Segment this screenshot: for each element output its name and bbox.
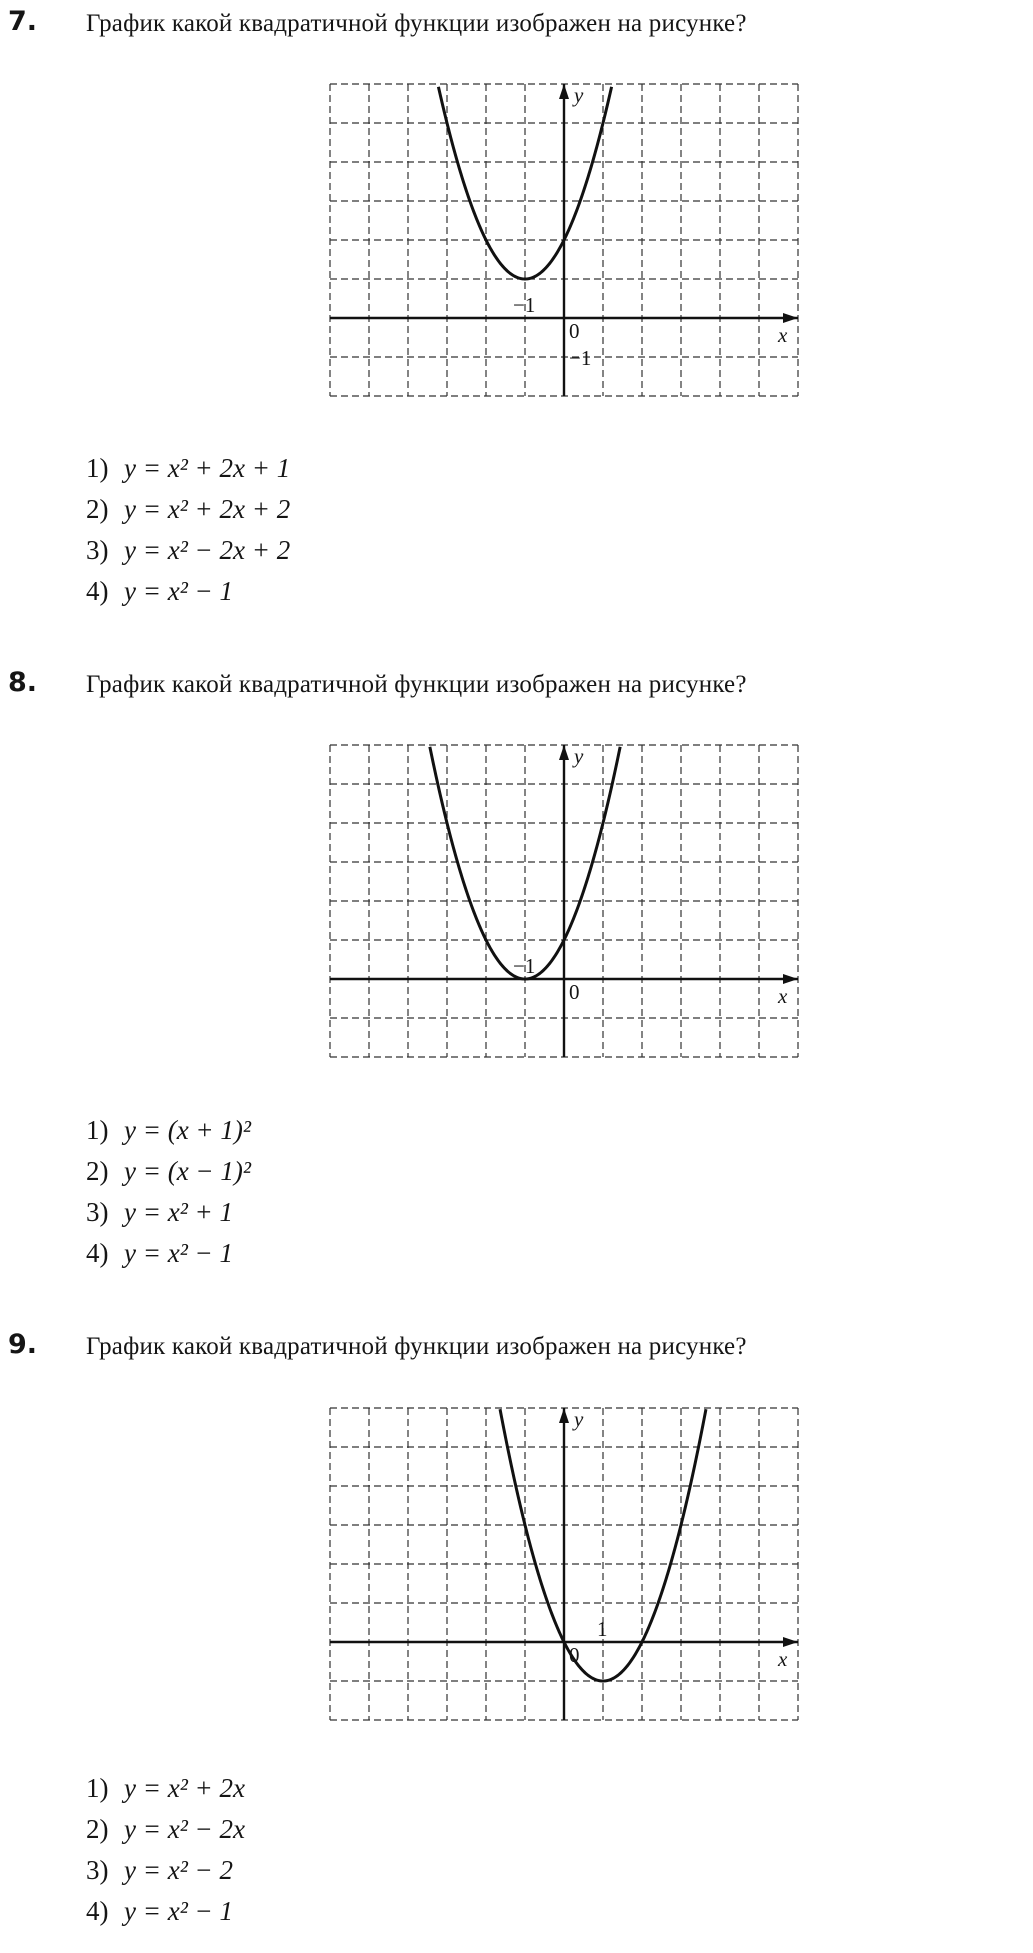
tick-label: 0 bbox=[569, 319, 580, 343]
y-axis-label: y bbox=[574, 1407, 584, 1431]
option-number: 2) bbox=[86, 1156, 109, 1186]
function-graph bbox=[330, 745, 798, 1057]
option-number: 4) bbox=[86, 1896, 109, 1926]
option-number: 1) bbox=[86, 1773, 109, 1803]
option-formula: y = x² + 2x + 2 bbox=[124, 494, 291, 524]
answer-option[interactable] bbox=[86, 1192, 251, 1233]
option-number: 3) bbox=[86, 1855, 109, 1885]
tick-label: 0 bbox=[569, 980, 580, 1004]
answer-option[interactable] bbox=[86, 1110, 251, 1151]
question-text: График какой квадратичной функции изображен на рисунке? bbox=[86, 10, 747, 37]
option-formula: y = x² − 2 bbox=[124, 1855, 234, 1885]
graph-canvas bbox=[330, 1408, 798, 1720]
x-axis-arrow-icon bbox=[783, 974, 798, 984]
option-formula: y = x² + 1 bbox=[124, 1197, 234, 1227]
answer-option[interactable] bbox=[86, 1891, 245, 1932]
tick-label: −1 bbox=[569, 346, 592, 370]
answer-option[interactable] bbox=[86, 489, 290, 530]
question-number: 9. bbox=[8, 1329, 38, 1360]
function-graph bbox=[330, 84, 798, 396]
function-graph bbox=[330, 1408, 798, 1720]
x-axis-label: x bbox=[778, 1647, 788, 1671]
y-axis-arrow-icon bbox=[559, 1408, 569, 1423]
tick-label: −1 bbox=[513, 954, 536, 978]
option-number: 4) bbox=[86, 576, 109, 606]
option-number: 1) bbox=[86, 1115, 109, 1145]
answer-option[interactable] bbox=[86, 1850, 245, 1891]
y-axis-label: y bbox=[574, 83, 584, 107]
answer-option[interactable] bbox=[86, 1809, 245, 1850]
question-number: 8. bbox=[8, 667, 38, 698]
tick-label: 0 bbox=[569, 1643, 580, 1667]
answer-options bbox=[86, 448, 290, 612]
answer-option[interactable] bbox=[86, 1151, 251, 1192]
question-number: 7. bbox=[8, 6, 38, 37]
option-formula: y = (x + 1)² bbox=[124, 1115, 251, 1145]
option-number: 3) bbox=[86, 1197, 109, 1227]
answer-options bbox=[86, 1110, 251, 1274]
answer-option[interactable] bbox=[86, 1233, 251, 1274]
option-number: 2) bbox=[86, 494, 109, 524]
x-axis-label: x bbox=[778, 984, 788, 1008]
graph-canvas bbox=[330, 84, 798, 396]
tick-label: 1 bbox=[597, 1617, 608, 1641]
x-axis-arrow-icon bbox=[783, 313, 798, 323]
option-formula: y = x² − 1 bbox=[124, 1238, 234, 1268]
tick-label: −1 bbox=[513, 293, 536, 317]
option-number: 1) bbox=[86, 453, 109, 483]
option-number: 4) bbox=[86, 1238, 109, 1268]
x-axis-label: x bbox=[778, 323, 788, 347]
option-formula: y = x² + 2x bbox=[124, 1773, 245, 1803]
question-text: График какой квадратичной функции изображен на рисунке? bbox=[86, 1333, 747, 1360]
answer-options bbox=[86, 1768, 245, 1932]
answer-option[interactable] bbox=[86, 530, 290, 571]
answer-option[interactable] bbox=[86, 1768, 245, 1809]
y-axis-arrow-icon bbox=[559, 84, 569, 99]
answer-option[interactable] bbox=[86, 448, 290, 489]
option-number: 3) bbox=[86, 535, 109, 565]
option-formula: y = x² − 2x + 2 bbox=[124, 535, 291, 565]
option-formula: y = (x − 1)² bbox=[124, 1156, 251, 1186]
x-axis-arrow-icon bbox=[783, 1637, 798, 1647]
question-text: График какой квадратичной функции изображен на рисунке? bbox=[86, 671, 747, 698]
option-number: 2) bbox=[86, 1814, 109, 1844]
graph-canvas bbox=[330, 745, 798, 1057]
y-axis-label: y bbox=[574, 744, 584, 768]
option-formula: y = x² + 2x + 1 bbox=[124, 453, 291, 483]
answer-option[interactable] bbox=[86, 571, 290, 612]
y-axis-arrow-icon bbox=[559, 745, 569, 760]
option-formula: y = x² − 1 bbox=[124, 1896, 234, 1926]
option-formula: y = x² − 1 bbox=[124, 576, 234, 606]
option-formula: y = x² − 2x bbox=[124, 1814, 245, 1844]
